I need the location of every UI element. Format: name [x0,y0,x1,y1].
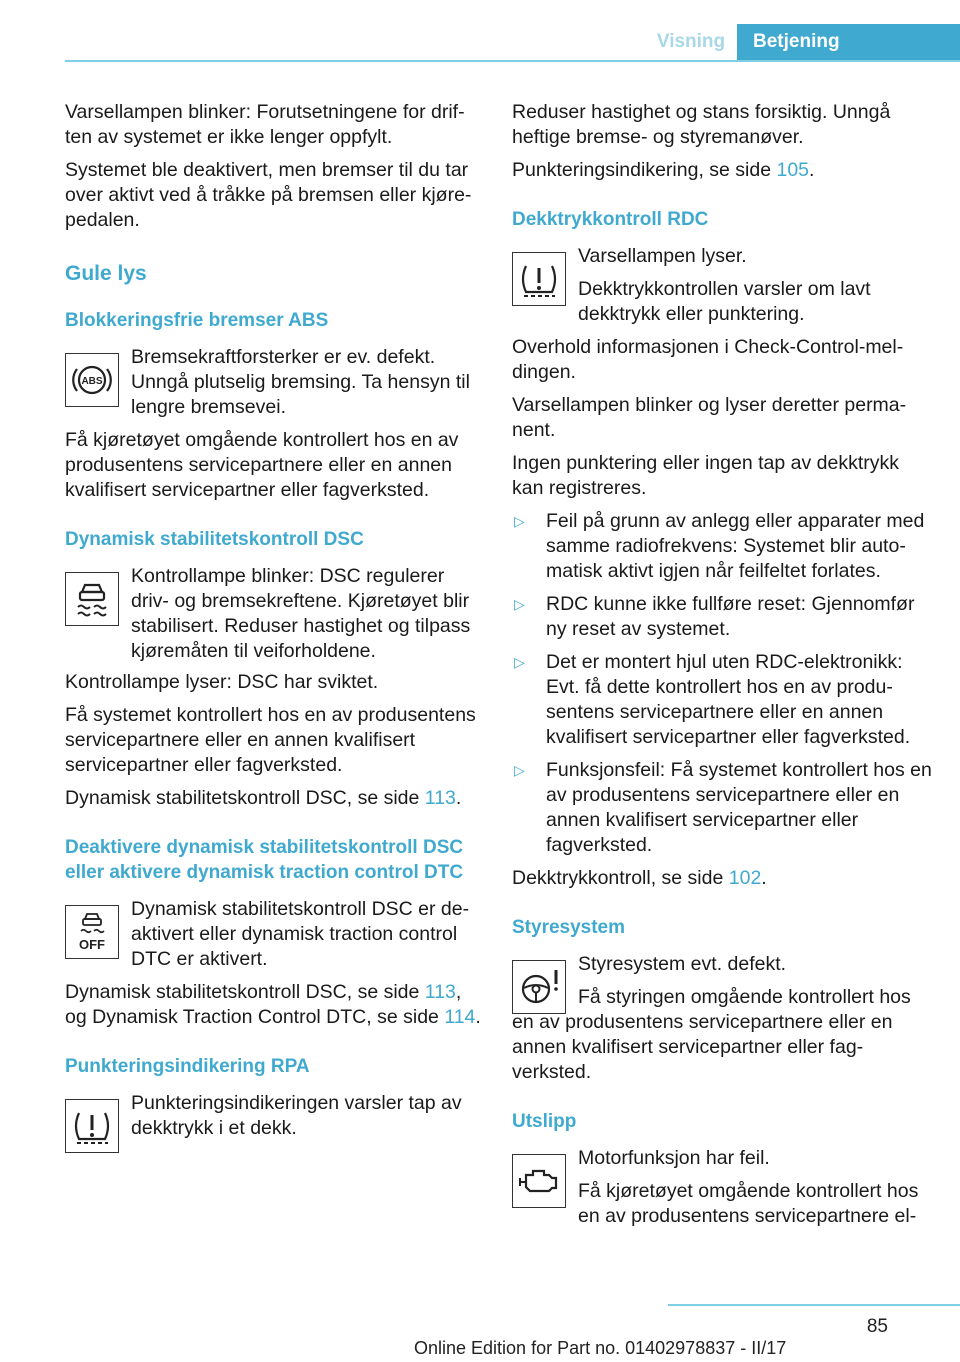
dsc-off-icon [65,905,119,959]
heading-gule-lys: Gule lys [65,262,147,285]
rdc-symbol-text-1: Varsellampen lyser. [578,245,747,267]
rdc-symbol-row [512,244,932,327]
dsc-symbol-row [65,564,481,664]
dsc-off-symbol-row [65,897,481,972]
triangle-bullet-icon: ▷ [514,762,525,778]
page-link-114[interactable]: 114 [444,1006,476,1028]
paragraph: Ingen punktering eller ingen tap av dekktrykk kan registreres. [512,452,899,499]
steering-warning-icon [512,960,566,1014]
heading-dsc: Dynamisk stabilitetskontroll DSC [65,529,364,550]
tab-betjening[interactable]: Betjening [737,24,960,60]
paragraph: Overhold informasjonen i Check-Control-meldingen. [512,336,904,383]
paragraph: Kontrollampe lyser: DSC har sviktet. [65,671,379,693]
heading-styresystem: Styresystem [512,917,626,938]
dsc-off-symbol-text: Dynamisk stabilitetskontroll DSC er deaktivert eller dynamisk traction control DTC er aktivert. [131,898,470,970]
edition-footer: Online Edition for Part no. 01402978837 - II/17 [414,1338,787,1358]
header-rule [65,60,960,62]
abs-symbol-text: Bremsekraftforsterker er ev. defekt. Unngå plutselig bremsing. Ta hensyn til lengre bremsevei. [131,346,470,418]
paragraph: Varsellampen blinker: Forutsetningene for driften av systemet er ikke lenger oppfylt. [65,101,465,148]
heading-rdc: Dekktrykkontroll RDC [512,209,709,230]
triangle-bullet-icon: ▷ [514,513,525,529]
dsc-car-skid-icon [65,572,119,626]
paragraph: Systemet ble deaktivert, men bremser til du tar over aktivt ved å tråkke på bremsen eller kjørepedalen. [65,159,472,231]
heading-rpa: Punkteringsindikering RPA [65,1056,310,1077]
page-link-113[interactable]: 113 [424,787,456,809]
engine-check-icon [512,1154,566,1208]
paragraph: Få kjøretøyet omgående kontrollert hos en av produsentens servicepartnere eller en annen kvalifisert servicepartner eller fagverksted. [65,429,459,501]
tab-visning[interactable]: Visning [656,31,726,52]
list-item: ▷ RDC kunne ikke fullføre reset: Gjennomfør ny reset av systemet. [514,593,915,640]
footer-rule [668,1304,960,1306]
rdc-symbol-text-2: Dekktrykkontrollen varsler om lavt dekktrykk eller punktering. [578,278,871,325]
dsc-reference: Dynamisk stabilitetskontroll DSC, se side 113. [65,787,462,809]
rpa-symbol-row [65,1091,481,1151]
tire-pressure-warning-icon [512,252,566,306]
paragraph: Få systemet kontrollert hos en av produsentens servicepartnere eller en annen kvalifisert servicepartner eller fagverksted. [65,704,476,776]
tire-pressure-warning-icon [65,1099,119,1153]
paragraph: Varsellampen blinker og lyser deretter permanent. [512,394,907,441]
right-column [512,100,932,1237]
svg-text:OFF: OFF [79,937,105,952]
rdc-reference: Dekktrykkontroll, se side 102. [512,867,767,889]
engine-symbol-text-2: Få kjøretøyet omgående kontrollert hos en av produsentens servicepartnere el- [578,1180,919,1227]
rpa-reference: Punkteringsindikering, se side 105. [512,159,815,181]
left-column [65,100,481,1157]
triangle-bullet-icon: ▷ [514,596,525,612]
engine-symbol-row [512,1146,932,1229]
dsc-symbol-text: Kontrollampe blinker: DSC regulerer driv- og bremsekreftene. Kjøretøyet blir stabilisert. Reduser hastighet og tilpass kjøremåten til veiforholdene. [131,565,471,662]
steering-symbol-row [512,952,932,977]
heading-utslipp: Utslipp [512,1111,577,1132]
abs-symbol-row [65,345,481,420]
page-link-102[interactable]: 102 [728,867,762,889]
steering-symbol-text-1: Styresystem evt. defekt. [578,953,787,975]
paragraph: Reduser hastighet og stans forsiktig. Unngå heftige bremse- og styremanøver. [512,101,891,148]
triangle-bullet-icon: ▷ [514,654,525,670]
heading-deactivate-dsc: Deaktivere dynamisk stabilitetskontroll DSC eller aktivere dynamisk traction control DTC [65,837,464,883]
rdc-bullet-list [512,509,932,858]
list-item: ▷ Funksjonsfeil: Få systemet kontrollert hos en av produsentens servicepartnere eller en annen kvalifisert servicepartner eller fagverksted. [514,759,932,856]
list-item: ▷ Feil på grunn av anlegg eller apparater med samme radiofrekvens: Systemet blir automatisk aktivt igjen når feilfeltet forlates. [514,510,925,582]
heading-abs: Blokkeringsfrie bremser ABS [65,310,329,331]
engine-symbol-text-1: Motorfunksjon har feil. [578,1147,770,1169]
rpa-symbol-text: Punkteringsindikeringen varsler tap av dekktrykk i et dekk. [131,1092,462,1139]
page-link-113[interactable]: 113 [424,981,456,1003]
svg-text:ABS: ABS [81,376,103,387]
list-item: ▷ Det er montert hjul uten RDC-elektronikk: Evt. få dette kontrollert hos en av produsentens servicepartnere eller en annen kvalifisert servicepartner eller fagverksted. [514,651,911,748]
steering-symbol-text-2: Få styringen omgående kontrollert hos en av produsentens servicepartnere eller en annen kvalifisert servicepartner eller fagverksted. [512,986,911,1083]
page-number: 85 [866,1316,888,1337]
header-bar [65,24,960,62]
abs-warning-icon [65,353,119,407]
deactivate-reference: Dynamisk stabilitetskontroll DSC, se side 113, og Dynamisk Traction Control DTC, se side 114. [65,981,481,1028]
page-link-105[interactable]: 105 [776,159,810,181]
